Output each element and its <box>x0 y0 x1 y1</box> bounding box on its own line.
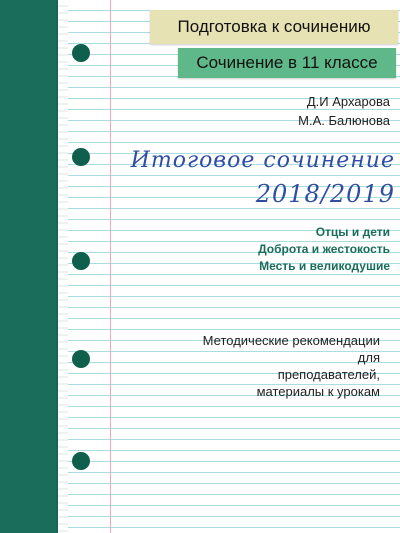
topic-item: Доброта и жестокость <box>258 242 390 256</box>
series-title: Подготовка к сочинению <box>177 17 371 36</box>
author-name: Д.И Архарова <box>306 94 390 109</box>
binder-hole <box>72 350 90 368</box>
grade-band <box>178 48 396 78</box>
description-line: материалы к урокам <box>256 384 380 399</box>
topics-list <box>258 224 390 275</box>
binder-hole <box>72 148 90 166</box>
description-line: преподавателей, <box>277 367 380 382</box>
topic-item: Месть и великодушие <box>259 259 390 273</box>
paper-margin-line <box>110 0 111 533</box>
description-block <box>180 332 380 400</box>
topic-item: Отцы и дети <box>315 225 390 239</box>
series-tape-label <box>150 10 398 44</box>
green-spine <box>0 0 58 533</box>
torn-paper-edge <box>58 0 68 533</box>
author-name: М.А. Балюнова <box>298 113 390 128</box>
binder-hole <box>72 252 90 270</box>
binder-hole <box>72 452 90 470</box>
book-year: 2018/2019 <box>255 180 395 208</box>
description-line: Методические рекомендации для <box>202 333 380 365</box>
book-title: Итоговое сочинение <box>130 148 395 173</box>
authors-block <box>298 92 390 130</box>
grade-title: Сочинение в 11 классе <box>196 53 378 72</box>
binder-hole <box>72 44 90 62</box>
